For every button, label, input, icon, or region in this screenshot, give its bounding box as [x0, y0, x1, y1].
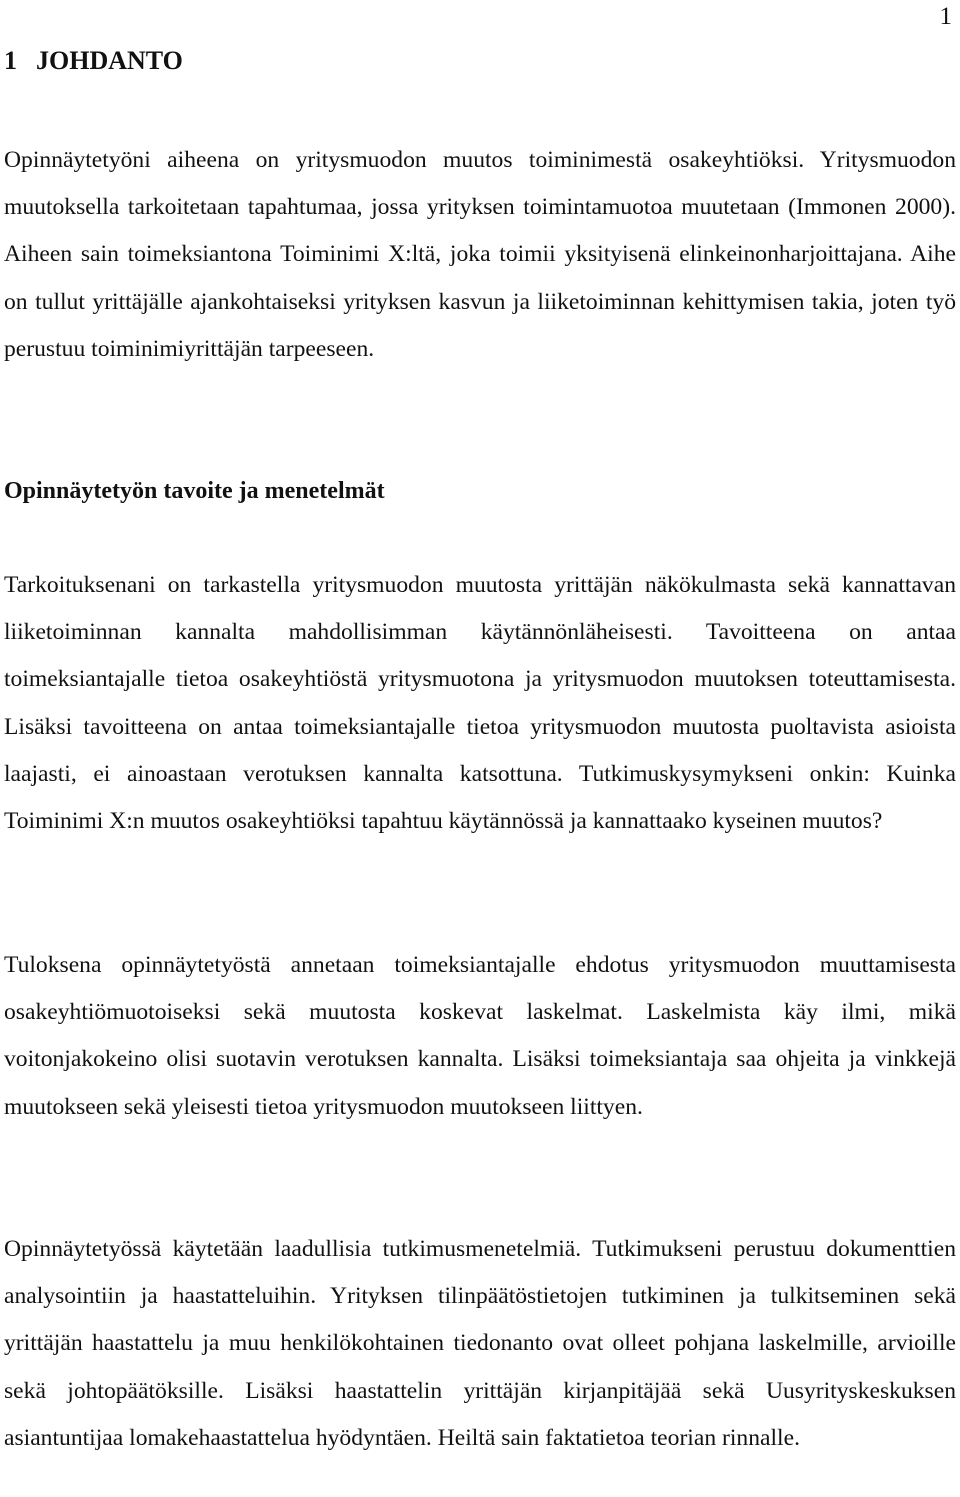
page-number: 1: [939, 3, 952, 30]
goals-paragraph: Tarkoituksenani on tarkastella yritysmuodon muutosta yrittäjän näkökulmasta sekä kannattavan liiketoiminnan kannalta mahdollisimman käytännönläheisesti. Tavoitteena on antaa toimeksiantajalle tietoa osakeyhtiöstä yritysmuotona ja yritysmuodon muutoksen toteuttamisesta. Lisäksi tavoitteena on antaa toimeksiantajalle tietoa yritysmuodon muutosta puoltavista asioista laajasti, ei ainoastaan verotuksen kannalta katsottuna. Tutkimuskysymykseni onkin: Kuinka Toiminimi X:n muutos osakeyhtiöksi tapahtuu käytännössä ja kannattaako kyseinen muutos?: [4, 572, 956, 835]
chapter-heading: [4, 44, 183, 78]
methods-paragraph: Opinnäytetyössä käytetään laadullisia tutkimusmenetelmiä. Tutkimukseni perustuu dokumenttien analysointiin ja haastatteluihin. Yrityksen tilinpäätöstietojen tutkiminen ja tulkitseminen sekä yrittäjän haastattelu ja muu henkilökohtainen tiedonanto ovat olleet pohjana laskelmille, arvioille sekä johtopäätöksille. Lisäksi haastattelin yrittäjän kirjanpitäjää sekä Uusyrityskeskuksen asiantuntijaa lomakehaastattelua hyödyntäen. Heiltä sain faktatietoa teorian rinnalle.: [4, 1236, 956, 1451]
results-paragraph: Tuloksena opinnäytetyöstä annetaan toimeksiantajalle ehdotus yritysmuodon muuttamisesta osakeyhtiömuotoiseksi sekä muutosta koskevat laskelmat. Laskelmista käy ilmi, mikä voitonjakokeino olisi suotavin verotuksen kannalta. Lisäksi toimeksiantaja saa ohjeita ja vinkkejä muutokseen sekä yleisesti tietoa yritysmuodon muutokseen liittyen.: [4, 952, 956, 1120]
chapter-number: 1: [4, 46, 17, 75]
intro-paragraph: Opinnäytetyöni aiheena on yritysmuodon muutos toiminimestä osakeyhtiöksi. Yritysmuodon muutoksella tarkoitetaan tapahtumaa, jossa yrityksen toimintamuotoa muutetaan (Immonen 2000). Aiheen sain toimeksiantona Toiminimi X:ltä, joka toimii yksityisenä elinkeinonharjoittajana. Aihe on tullut yrittäjälle ajankohtaiseksi yrityksen kasvun ja liiketoiminnan kehittymisen takia, joten työ perustuu toiminimiyrittäjän tarpeeseen.: [4, 147, 956, 362]
chapter-title: JOHDANTO: [36, 46, 183, 75]
section-heading: Opinnäytetyön tavoite ja menetelmät: [4, 478, 385, 504]
